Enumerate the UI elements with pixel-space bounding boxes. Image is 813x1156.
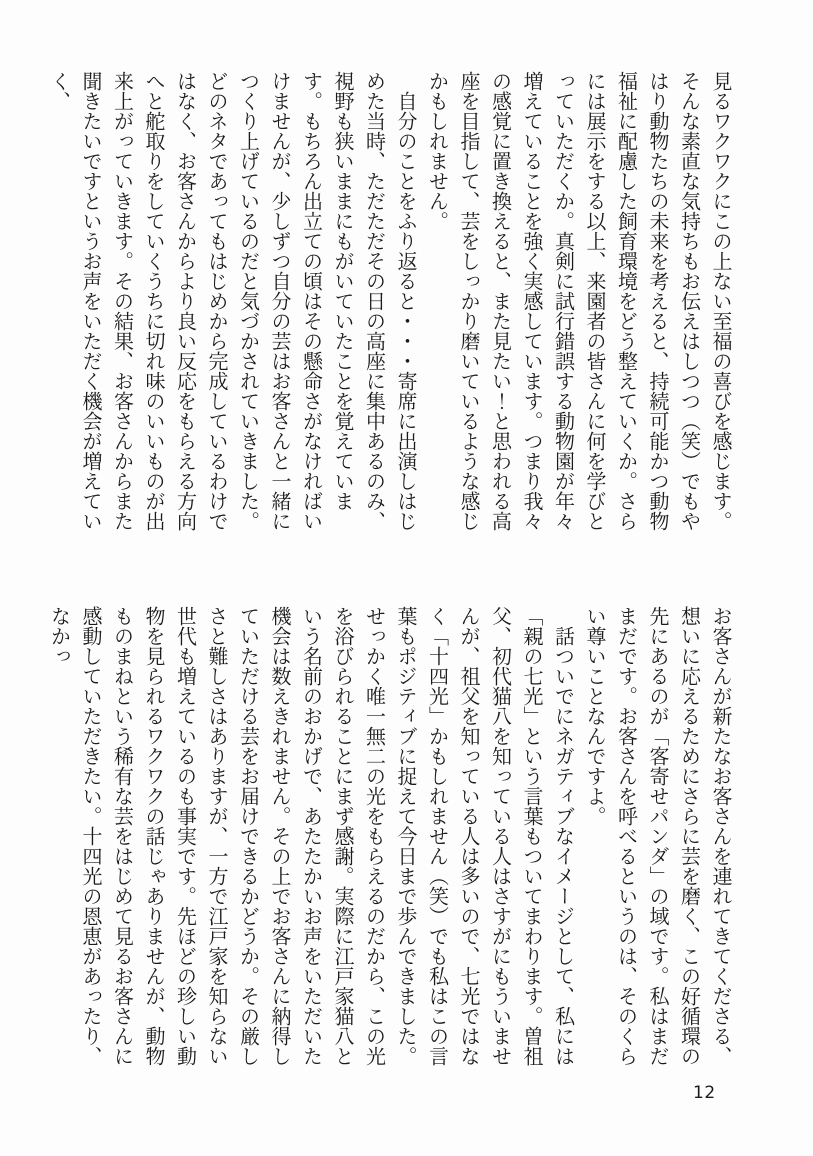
article-bottom-block bbox=[47, 606, 736, 1069]
page-number: 12 bbox=[693, 1083, 716, 1103]
article-top-block bbox=[47, 71, 736, 532]
paragraph-audience-cycle: お客さんが新たなお客さんを連れてきてくださる、想いに応えるためにさらに芸を磨く、この好循環の先にあるのが「客寄せパンダ」の域です。私はまだまだです。お客さんを呼べるというのは、そのくらい尊いことなんですよ。 bbox=[583, 606, 733, 1066]
paragraph-interview-continuation: 見るワクワクにこの上ない至福の喜びを感じます。そんな素直な気持ちもお伝えはしつつ（笑）でもやはり動物たちの未来を考えると、持続可能かつ動物福祉に配慮した飼育環境をどう整えていくか。さらには展示をする以上、来園者の皆さんに何を学びとっていただくか。真剣に試行錯誤する動物園が年々増えていることを強く実感しています。つまり我々の感覚に置き換えると、また見たい！と思われる高座を目指して、芸をしっかり磨いているような感じかもしれません。 bbox=[425, 71, 733, 531]
paragraph-parents-glory: 話ついでにネガティブなイメージとして、私には「親の七光」という言葉もついてまわります。曽祖父、初代猫八を知っている人はさすがにもういませんが、祖父を知っている人は多いので、七光ではなく「十四光」かもしれません（笑）でも私はこの言葉もポジティブに捉えて今日まで歩んできました。せっかく唯一無二の光をもらえるのだから、この光を浴びられることにまず感謝。実際に江戸家猫八という名前のおかげで、あたたかいお声をいただいた機会は数えきれません。その上でお客さんに納得していただける芸をお届けできるかどうか。その厳しさと難しさはありますが、一方で江戸家を知らない世代も増えているのも事実です。先ほどの珍しい動物を見られるワクワクの話じゃありませんが、動物ものまねという稀有な芸をはじめて見るお客さんに感動していただきたい。十四光の恩恵があったり、なかっ bbox=[47, 606, 576, 1066]
paragraph-self-reflection: 自分のことをふり返ると・・・寄席に出演しはじめた当時、ただただその日の高座に集中あるのみ、視野も狭いままにもがいていたことを覚えています。もちろん出立ての頃はその懸命さがなければいけませんが、少しずつ自分の芸はお客さんと一緒につくり上げているのだと気づかされていきました。どのネタであってもはじめから完成しているわけではなく、お客さんからより良い反応をもらえる方向へと舵取りをしていくうちに切れ味のいいものが出来上がっていきます。その結果、お客さんからまた聞きたいですというお声をいただく機会が増えていく、 bbox=[47, 71, 418, 531]
